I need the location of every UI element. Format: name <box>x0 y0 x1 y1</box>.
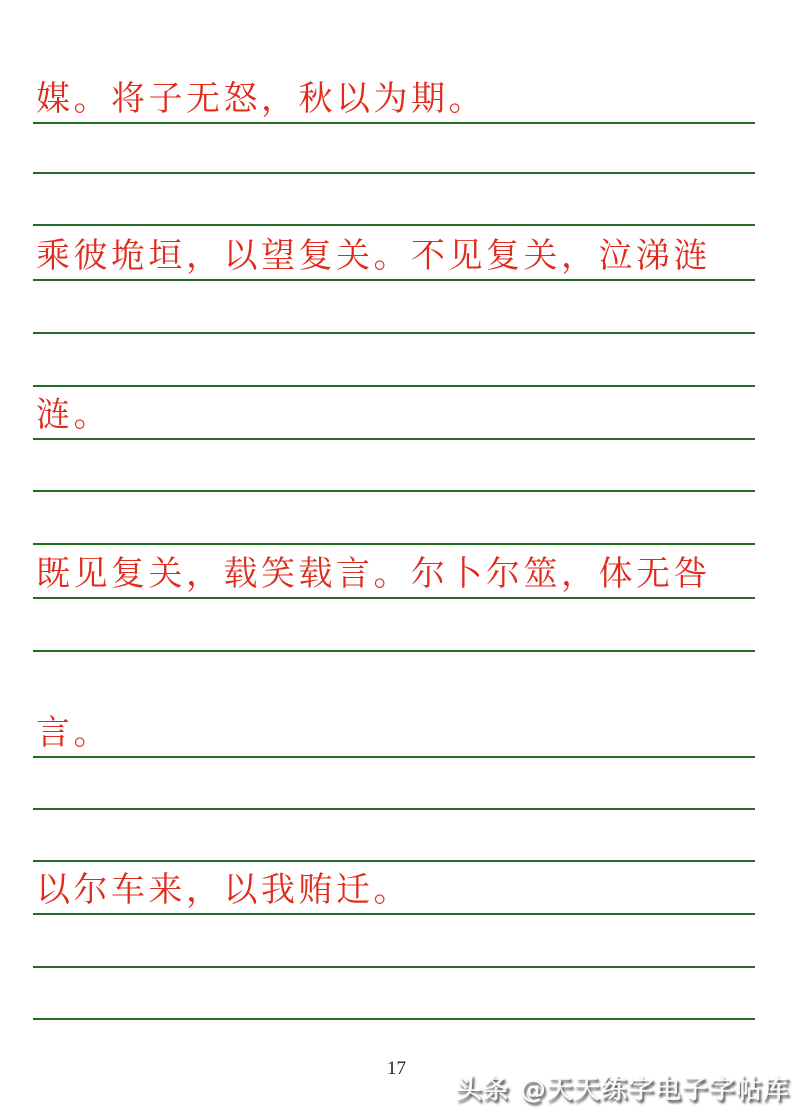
model-text: 乘彼垝垣，以望复关。不见复关，泣涕涟 <box>36 236 711 276</box>
ruled-line <box>33 385 755 387</box>
page-number: 17 <box>387 1058 406 1079</box>
ruled-line <box>33 808 755 810</box>
ruled-line <box>33 172 755 174</box>
ruled-line <box>33 913 755 915</box>
ruled-line <box>33 966 755 968</box>
ruled-line <box>33 438 755 440</box>
model-text: 以尔车来，以我贿迁。 <box>36 870 411 910</box>
ruled-line <box>33 650 755 652</box>
ruled-line <box>33 332 755 334</box>
ruled-line <box>33 597 755 599</box>
ruled-line <box>33 1018 755 1020</box>
ruled-line <box>33 756 755 758</box>
ruled-line <box>33 122 755 124</box>
ruled-line <box>33 490 755 492</box>
model-text: 涟。 <box>36 395 111 435</box>
model-text: 媒。将子无怒，秋以为期。 <box>36 79 486 119</box>
watermark: 头条 @天天练字电子字帖库 <box>455 1075 790 1105</box>
ruled-line <box>33 224 755 226</box>
ruled-line <box>33 860 755 862</box>
model-text: 言。 <box>36 713 111 753</box>
ruled-line <box>33 279 755 281</box>
model-text: 既见复关，载笑载言。尔卜尔筮，体无咎 <box>36 554 711 594</box>
ruled-line <box>33 543 755 545</box>
